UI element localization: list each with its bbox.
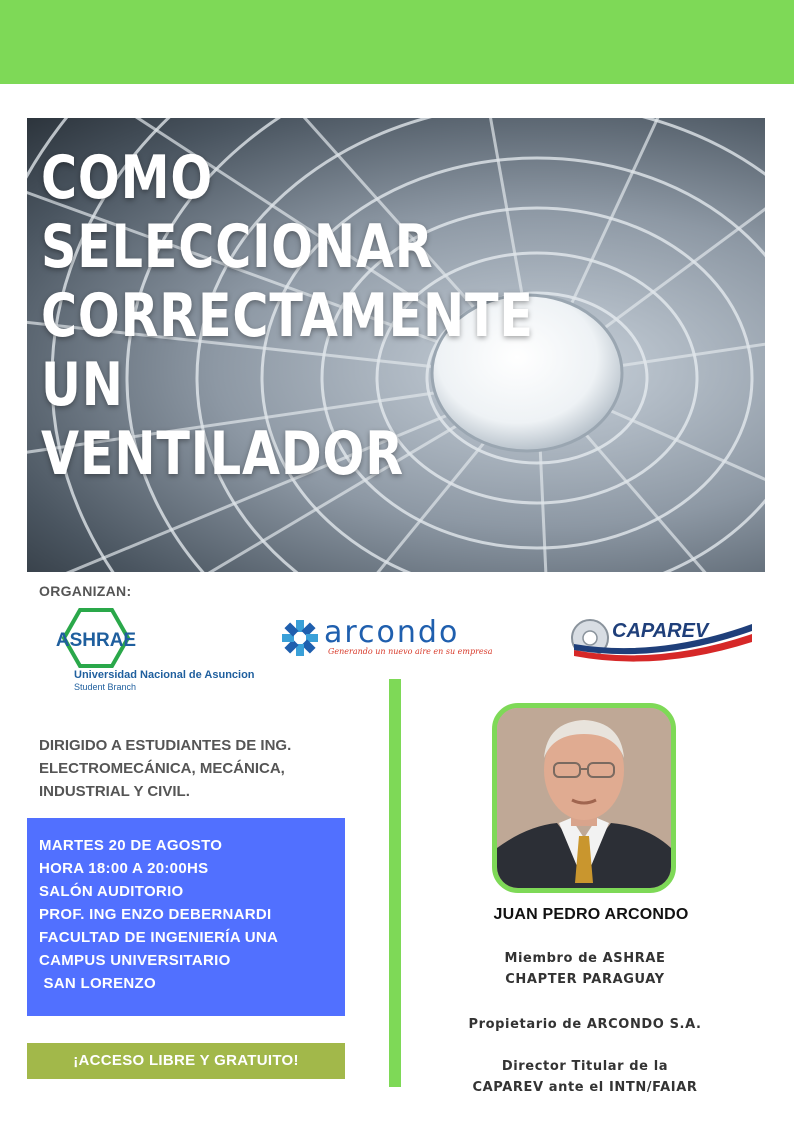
ashrae-logo — [50, 608, 255, 698]
arcondo-logo — [280, 615, 493, 662]
speaker-portrait — [497, 708, 671, 888]
hero-title-line: COMO SELECCIONAR — [41, 143, 434, 282]
audience-line: ELECTROMECÁNICA, MECÁNICA, — [39, 760, 285, 777]
speaker-photo — [492, 703, 676, 893]
ashrae-hexagon-icon — [50, 608, 140, 668]
vertical-green-divider — [389, 679, 401, 1087]
caparev-logo — [568, 614, 754, 664]
bio-line: Director Titular de la — [501, 1059, 669, 1074]
event-date: MARTES 20 DE AGOSTO — [39, 837, 223, 854]
speaker-bio-owner — [440, 1014, 730, 1035]
hero-title-line: CORRECTAMENTE UN — [41, 281, 534, 420]
ashrae-name: ASHRAE — [55, 630, 137, 651]
speaker-bio-director — [440, 1056, 730, 1098]
free-access-banner: ¡ACCESO LIBRE Y GRATUITO! — [27, 1043, 345, 1079]
hero-fan-image — [27, 118, 765, 572]
bio-line: CHAPTER PARAGUAY — [505, 972, 665, 987]
speaker-bio-ashrae — [440, 948, 730, 990]
event-details-box — [27, 818, 345, 1016]
event-faculty: FACULTAD DE INGENIERÍA UNA — [39, 929, 279, 946]
arcondo-name: arcondo — [324, 615, 460, 650]
speaker-name: JUAN PEDRO ARCONDO — [493, 906, 689, 923]
event-venue: SALÓN AUDITORIO — [39, 883, 184, 900]
event-city: SAN LORENZO — [39, 975, 156, 992]
bio-line: CAPAREV ante el INTN/FAIAR — [472, 1080, 698, 1095]
audience-line: INDUSTRIAL Y CIVIL. — [39, 783, 190, 800]
hero-title-line: VENTILADOR — [41, 419, 404, 489]
top-green-band — [0, 0, 794, 84]
arcondo-snowflake-icon — [280, 618, 320, 658]
event-time: HORA 18:00 A 20:00HS — [39, 860, 209, 877]
event-venue-name: PROF. ING ENZO DEBERNARDI — [39, 906, 272, 923]
arcondo-tagline: Generando un nuevo aire en su empresa — [328, 647, 493, 656]
organizers-label: ORGANIZAN: — [39, 583, 132, 599]
audience-line: DIRIGIDO A ESTUDIANTES DE ING. — [39, 737, 292, 754]
bio-line: Propietario de ARCONDO S.A. — [468, 1017, 702, 1032]
audience-text — [39, 734, 359, 803]
bio-line: Miembro de ASHRAE — [504, 951, 666, 966]
hero-title — [41, 144, 566, 489]
event-campus: CAMPUS UNIVERSITARIO — [39, 952, 231, 969]
ashrae-university: Universidad Nacional de Asuncion — [74, 669, 255, 681]
caparev-name: CAPAREV — [612, 620, 709, 642]
ashrae-branch: Student Branch — [74, 682, 137, 692]
